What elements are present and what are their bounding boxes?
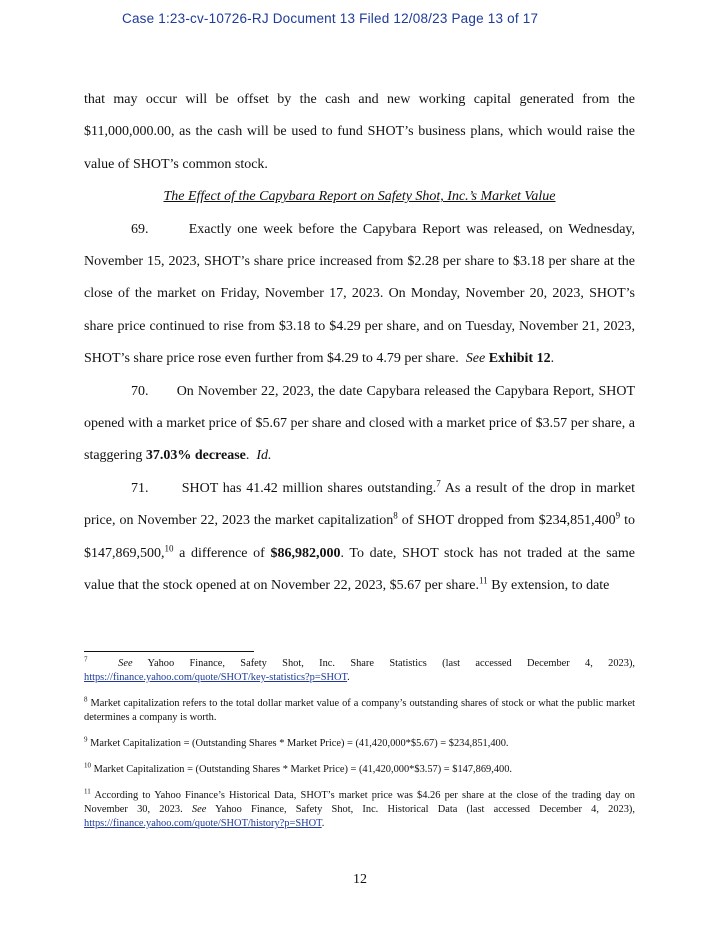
exhibit-reference: Exhibit 12 [488,351,551,367]
footnote-11 [84,789,635,831]
footnote-text: Market Capitalization = (Outstanding Shares * Market Price) = (41,420,000*$5.67) = $234,851,400. [87,738,509,749]
paragraph-text: By extension, to date [487,578,610,594]
footnote-number: 11 [84,787,91,796]
footnote-8 [84,697,635,725]
period: . [245,448,250,464]
footnote-ref-9[interactable]: 9 [615,510,621,521]
id-signal: Id. [256,448,272,464]
paragraph-text: SHOT has 41.42 million shares outstanding. [181,480,437,496]
see-signal: See [118,658,133,669]
footnote-9 [84,737,635,751]
paragraph-text: a difference of [173,545,271,561]
footnote-number: 10 [84,761,91,770]
footnote-divider [84,651,254,652]
footnote-text: Market capitalization refers to the total dollar market value of a company’s outstanding shares of stock or what the public market determines a company is worth. [84,698,635,723]
footnote-text: Yahoo Finance, Safety Shot, Inc. Historical Data (last accessed December 4, 2023), [206,804,635,815]
footnote-number: 9 [84,735,88,744]
footnote-ref-8[interactable]: 8 [393,510,398,521]
paragraph-text: . To date, SHOT stock has not traded at the same value that the stock opened at on November 22, 2023, $5.67 per share. [84,545,635,594]
yahoo-history-link[interactable]: https://finance.yahoo.com/quote/SHOT/history?p=SHOT [84,818,322,829]
paragraph-text: Exactly one week before the Capybara Report was released, on Wednesday, November 15, 2023, SHOT’s share price increased from $2.28 per share to $3.18 per share at the close of the market on Friday, November 17, 2023. On Monday, November 20, 2023, SHOT’s share price continued to rise from $3.18 to $4.29 per share, and on Tuesday, November 21, 2023, SHOT’s share price rose even further from $4.29 to 4.79 per share. [84,221,636,367]
paragraph-text: On November 22, 2023, the date Capybara released the Capybara Report, SHOT opened with a market price of $5.67 per share and closed with a market price of $3.57 per share, a staggering [84,383,635,464]
case-header-line: Case 1:23-cv-10726-RJ Document 13 Filed 12/08/23 Page 13 of 17 [122,11,539,26]
footnote-text: Market Capitalization = (Outstanding Shares * Market Price) = (41,420,000*$3.57) = $147,869,400. [91,764,513,775]
paragraph-69 [84,214,635,376]
period: . [347,672,350,683]
footnote-ref-11[interactable]: 11 [479,575,488,586]
page-number: 12 [353,872,367,887]
footnote-text: Yahoo Finance, Safety Shot, Inc. Share Statistics (last accessed December 4, 2023), [132,658,636,669]
period: . [550,351,555,367]
paragraph-text: to $147,869,500, [84,513,635,561]
footnote-number: 8 [84,695,88,704]
document-body [84,84,635,603]
paragraph-text: As a result of the drop in market price, on November 22, 2023 the market capitalization [84,480,636,529]
difference-emphasis: $86,982,000 [270,545,341,561]
footnote-text: According to Yahoo Finance’s Historical Data, SHOT’s market price was $4.26 per share at the close of the trading day on November 30, 2023. [84,790,635,815]
section-heading: The Effect of the Capybara Report on Safety Shot, Inc.’s Market Value [163,189,556,205]
footnote-10 [84,763,635,777]
paragraph-number: 69. [131,221,149,237]
paragraph-continuation: that may occur will be offset by the cash and new working capital generated from the $11,000,000.00, as the cash will be used to fund SHOT’s business plans, which would raise the value of SHOT’s common stock. [84,92,635,172]
decrease-emphasis: 37.03% decrease [145,448,246,464]
footnotes [84,657,635,843]
paragraph-71 [84,473,635,603]
paragraph-number: 71. [131,480,149,496]
footnote-7 [84,657,635,685]
yahoo-key-statistics-link[interactable]: https://finance.yahoo.com/quote/SHOT/key-statistics?p=SHOT [84,672,348,683]
see-signal: See [465,351,486,367]
paragraph-70 [84,376,635,473]
footnote-ref-7[interactable]: 7 [436,478,441,489]
paragraph-number: 70. [131,383,149,399]
footnote-number: 7 [84,655,88,664]
paragraph-text: of SHOT dropped from $234,851,400 [397,513,616,529]
see-signal: See [191,804,207,815]
footnote-ref-10[interactable]: 10 [164,543,174,554]
period: . [321,818,325,829]
